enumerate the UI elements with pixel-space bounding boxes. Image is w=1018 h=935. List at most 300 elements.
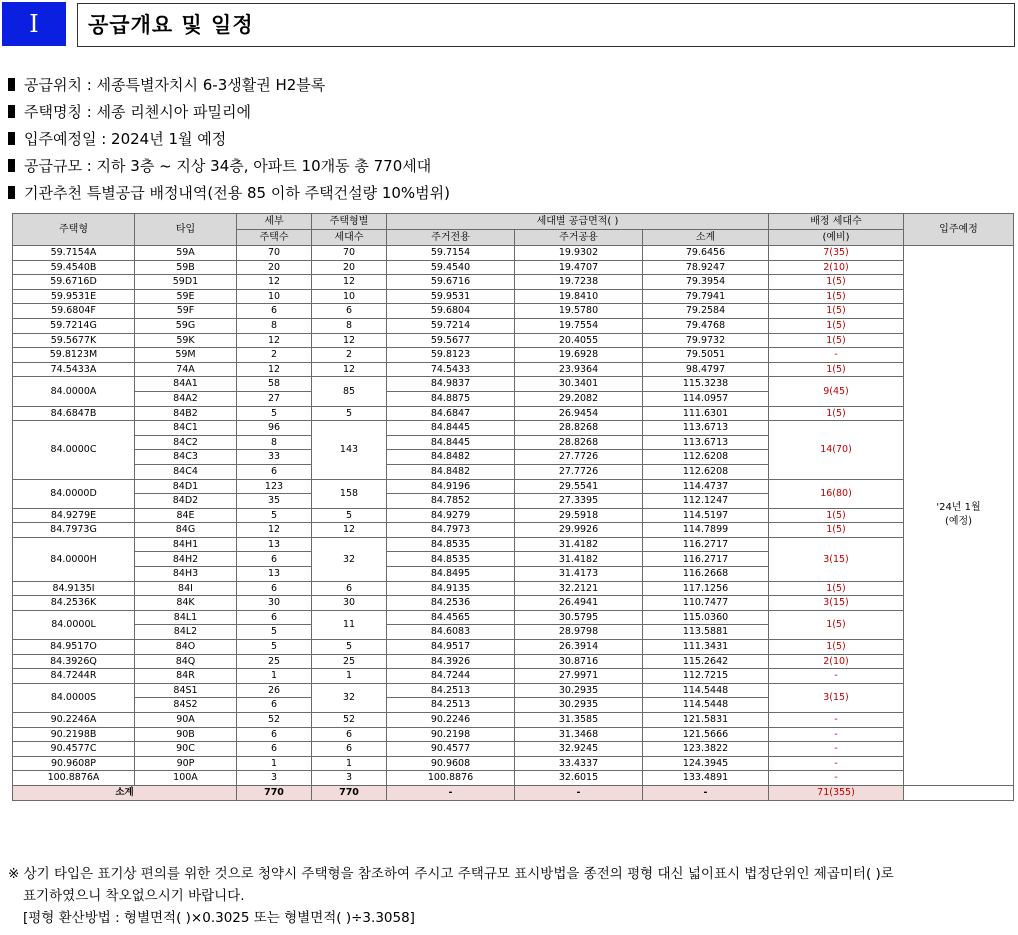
house-type-cell: 84.0000H: [13, 537, 135, 581]
table-row: [13, 479, 1014, 494]
units-type-cell: 6: [312, 727, 387, 742]
area-common-cell: 33.4337: [515, 756, 643, 771]
house-type-cell: 59.8123M: [13, 348, 135, 363]
area-exclusive-cell: 84.8482: [387, 464, 515, 479]
area-sum-cell: 124.3945: [643, 756, 769, 771]
alloc-cell: 2(10): [769, 260, 904, 275]
area-exclusive-cell: 84.2513: [387, 683, 515, 698]
area-sum-cell: 114.5197: [643, 508, 769, 523]
alloc-cell: -: [769, 742, 904, 757]
area-common-cell: 19.8410: [515, 289, 643, 304]
table-row: [13, 742, 1014, 757]
bullet-text: 공급규모 : 지하 3층 ~ 지상 34층, 아파트 10개동 총 770세대: [24, 157, 432, 175]
area-exclusive-cell: 84.8535: [387, 552, 515, 567]
area-common-cell: 31.4182: [515, 537, 643, 552]
units-type-cell: 158: [312, 479, 387, 508]
bullet-text: 입주예정일 : 2024년 1월 예정: [24, 130, 227, 148]
units-type-cell: 5: [312, 508, 387, 523]
area-sum-cell: 113.6713: [643, 421, 769, 436]
type-cell: 84A1: [135, 377, 237, 392]
house-type-cell: 59.6716D: [13, 275, 135, 290]
type-cell: 90C: [135, 742, 237, 757]
type-cell: 84Q: [135, 654, 237, 669]
table-row: [13, 727, 1014, 742]
house-type-cell: 59.7154A: [13, 246, 135, 261]
area-sum-cell: 79.6456: [643, 246, 769, 261]
alloc-cell: 9(45): [769, 377, 904, 406]
units-type-cell: 70: [312, 246, 387, 261]
type-cell: 84H3: [135, 567, 237, 582]
area-common-cell: 32.2121: [515, 581, 643, 596]
area-common-cell: 26.4941: [515, 596, 643, 611]
type-cell: 84S2: [135, 698, 237, 713]
area-common-cell: 23.9364: [515, 362, 643, 377]
units-cell: 13: [237, 567, 312, 582]
total-sum-cell: -: [643, 785, 769, 800]
units-cell: 6: [237, 727, 312, 742]
units-cell: 12: [237, 275, 312, 290]
area-exclusive-cell: 84.7852: [387, 494, 515, 509]
table-row: [13, 596, 1014, 611]
area-exclusive-cell: 90.2198: [387, 727, 515, 742]
alloc-cell: 1(5): [769, 610, 904, 639]
area-exclusive-cell: 84.6847: [387, 406, 515, 421]
area-sum-cell: 115.2642: [643, 654, 769, 669]
units-cell: 8: [237, 435, 312, 450]
header-area-group: 세대별 공급면적( ): [387, 214, 769, 230]
units-type-cell: 32: [312, 683, 387, 712]
type-cell: 74A: [135, 362, 237, 377]
alloc-cell: -: [769, 669, 904, 684]
type-cell: 84L1: [135, 610, 237, 625]
units-cell: 3: [237, 771, 312, 786]
units-type-cell: 52: [312, 713, 387, 728]
alloc-cell: 3(15): [769, 537, 904, 581]
header-units-sub-1: 세부: [237, 214, 312, 230]
table-row: [13, 640, 1014, 655]
area-sum-cell: 112.1247: [643, 494, 769, 509]
house-type-cell: 59.9531E: [13, 289, 135, 304]
footnote-line-1: ※ 상기 타입은 표기상 편의를 위한 것으로 청약시 주택형을 참조하여 주시고 주택규모 표시방법을 종전의 평형 대신 넓이표시 법정단위인 제곱미터( )로: [8, 866, 894, 882]
area-common-cell: 20.4055: [515, 333, 643, 348]
area-sum-cell: 114.4737: [643, 479, 769, 494]
list-item: [8, 155, 1008, 182]
area-sum-cell: 116.2717: [643, 537, 769, 552]
units-cell: 5: [237, 640, 312, 655]
house-type-cell: 84.9517O: [13, 640, 135, 655]
area-sum-cell: 116.2717: [643, 552, 769, 567]
alloc-cell: 3(15): [769, 596, 904, 611]
units-type-cell: 11: [312, 610, 387, 639]
type-cell: 59E: [135, 289, 237, 304]
type-cell: 84D1: [135, 479, 237, 494]
house-type-cell: 84.0000C: [13, 421, 135, 479]
type-cell: 84I: [135, 581, 237, 596]
area-exclusive-cell: 84.8495: [387, 567, 515, 582]
table-body: [13, 246, 1014, 801]
header-units-type-2: 세대수: [312, 230, 387, 246]
units-type-cell: 5: [312, 640, 387, 655]
area-exclusive-cell: 59.6716: [387, 275, 515, 290]
table-row: [13, 246, 1014, 261]
units-cell: 12: [237, 362, 312, 377]
table-row: [13, 669, 1014, 684]
type-cell: 59D1: [135, 275, 237, 290]
area-exclusive-cell: 84.8445: [387, 435, 515, 450]
alloc-cell: -: [769, 727, 904, 742]
total-row: [13, 785, 1014, 800]
area-sum-cell: 115.0360: [643, 610, 769, 625]
header-units-type-1: 주택형별: [312, 214, 387, 230]
house-type-cell: 84.0000S: [13, 683, 135, 712]
units-cell: 6: [237, 581, 312, 596]
units-type-cell: 12: [312, 523, 387, 538]
area-exclusive-cell: 59.6804: [387, 304, 515, 319]
units-type-cell: 12: [312, 275, 387, 290]
type-cell: 84L2: [135, 625, 237, 640]
area-sum-cell: 112.6208: [643, 464, 769, 479]
table-row: [13, 683, 1014, 698]
type-cell: 84R: [135, 669, 237, 684]
alloc-cell: -: [769, 713, 904, 728]
table-row: [13, 523, 1014, 538]
area-sum-cell: 79.9732: [643, 333, 769, 348]
area-sum-cell: 116.2668: [643, 567, 769, 582]
area-common-cell: 26.9454: [515, 406, 643, 421]
type-cell: 84C1: [135, 421, 237, 436]
area-common-cell: 27.7726: [515, 464, 643, 479]
total-move-in-cell: [904, 785, 1014, 800]
alloc-cell: 1(5): [769, 289, 904, 304]
units-cell: 12: [237, 523, 312, 538]
area-common-cell: 31.3468: [515, 727, 643, 742]
house-type-cell: 90.2198B: [13, 727, 135, 742]
house-type-cell: 90.2246A: [13, 713, 135, 728]
bullet-square-icon: [8, 159, 15, 172]
type-cell: 84G: [135, 523, 237, 538]
alloc-cell: 1(5): [769, 581, 904, 596]
area-sum-cell: 111.6301: [643, 406, 769, 421]
type-cell: 90A: [135, 713, 237, 728]
area-sum-cell: 113.6713: [643, 435, 769, 450]
house-type-cell: 59.6804F: [13, 304, 135, 319]
table-row: [13, 756, 1014, 771]
area-sum-cell: 123.3822: [643, 742, 769, 757]
area-sum-cell: 110.7477: [643, 596, 769, 611]
area-common-cell: 27.3395: [515, 494, 643, 509]
house-type-cell: 84.0000A: [13, 377, 135, 406]
area-exclusive-cell: 84.9135: [387, 581, 515, 596]
units-cell: 33: [237, 450, 312, 465]
alloc-cell: 2(10): [769, 654, 904, 669]
area-exclusive-cell: 84.8482: [387, 450, 515, 465]
type-cell: 84C4: [135, 464, 237, 479]
area-common-cell: 19.9302: [515, 246, 643, 261]
alloc-cell: 16(80): [769, 479, 904, 508]
area-exclusive-cell: 59.7214: [387, 318, 515, 333]
units-type-cell: 85: [312, 377, 387, 406]
area-common-cell: 19.6928: [515, 348, 643, 363]
area-sum-cell: 112.6208: [643, 450, 769, 465]
alloc-cell: 1(5): [769, 406, 904, 421]
area-exclusive-cell: 84.8535: [387, 537, 515, 552]
units-cell: 96: [237, 421, 312, 436]
area-common-cell: 29.5541: [515, 479, 643, 494]
move-in-note: '24년 1월 (예정): [904, 246, 1014, 786]
area-exclusive-cell: 84.8875: [387, 391, 515, 406]
total-common-cell: -: [515, 785, 643, 800]
total-label-cell: 소계: [13, 785, 237, 800]
footnote: [8, 863, 1013, 929]
type-cell: 84S1: [135, 683, 237, 698]
area-exclusive-cell: 59.9531: [387, 289, 515, 304]
area-exclusive-cell: 59.4540: [387, 260, 515, 275]
type-cell: 84O: [135, 640, 237, 655]
table-row: [13, 771, 1014, 786]
area-sum-cell: 114.5448: [643, 698, 769, 713]
units-cell: 6: [237, 464, 312, 479]
units-cell: 1: [237, 669, 312, 684]
alloc-cell: 14(70): [769, 421, 904, 479]
header-alloc-2: (예비): [769, 230, 904, 246]
area-sum-cell: 111.3431: [643, 640, 769, 655]
type-cell: 84A2: [135, 391, 237, 406]
type-cell: 59F: [135, 304, 237, 319]
area-sum-cell: 78.9247: [643, 260, 769, 275]
overview-list: [8, 74, 1008, 209]
type-cell: 59G: [135, 318, 237, 333]
list-item: [8, 128, 1008, 155]
allocation-table: [12, 213, 1014, 801]
area-common-cell: 29.9926: [515, 523, 643, 538]
area-common-cell: 31.4173: [515, 567, 643, 582]
units-type-cell: 1: [312, 756, 387, 771]
house-type-cell: 59.7214G: [13, 318, 135, 333]
header-type: 타입: [135, 214, 237, 246]
alloc-cell: -: [769, 348, 904, 363]
units-type-cell: 6: [312, 304, 387, 319]
type-cell: 100A: [135, 771, 237, 786]
area-sum-cell: 114.0957: [643, 391, 769, 406]
area-common-cell: 28.9798: [515, 625, 643, 640]
units-cell: 12: [237, 333, 312, 348]
area-exclusive-cell: 59.5677: [387, 333, 515, 348]
house-type-cell: 84.7244R: [13, 669, 135, 684]
units-type-cell: 32: [312, 537, 387, 581]
type-cell: 84K: [135, 596, 237, 611]
area-exclusive-cell: 84.7973: [387, 523, 515, 538]
table-row: [13, 581, 1014, 596]
section-header: [0, 0, 1018, 52]
list-item: [8, 74, 1008, 101]
units-cell: 6: [237, 742, 312, 757]
footnote-line-2: 표기하였으니 착오없으시기 바랍니다.: [23, 888, 245, 904]
header-move-in: 입주예정: [904, 214, 1014, 246]
alloc-cell: 1(5): [769, 304, 904, 319]
house-type-cell: 100.8876A: [13, 771, 135, 786]
house-type-cell: 84.3926Q: [13, 654, 135, 669]
units-cell: 58: [237, 377, 312, 392]
area-exclusive-cell: 74.5433: [387, 362, 515, 377]
bullet-text: 주택명칭 : 세종 리첸시아 파밀리에: [24, 103, 251, 121]
area-exclusive-cell: 84.2536: [387, 596, 515, 611]
header-area-exclusive: 주거전용: [387, 230, 515, 246]
units-cell: 10: [237, 289, 312, 304]
units-type-cell: 20: [312, 260, 387, 275]
table-row: [13, 318, 1014, 333]
alloc-cell: -: [769, 771, 904, 786]
area-exclusive-cell: 84.3926: [387, 654, 515, 669]
area-sum-cell: 115.3238: [643, 377, 769, 392]
bullet-square-icon: [8, 132, 15, 145]
alloc-cell: 1(5): [769, 640, 904, 655]
section-number-badge: I: [2, 2, 66, 46]
units-type-cell: 25: [312, 654, 387, 669]
header-area-common: 주거공용: [515, 230, 643, 246]
units-cell: 6: [237, 552, 312, 567]
bullet-text: 공급위치 : 세종특별자치시 6-3생활권 H2블록: [24, 76, 326, 94]
area-common-cell: 30.5795: [515, 610, 643, 625]
total-alloc-cell: 71(355): [769, 785, 904, 800]
units-cell: 1: [237, 756, 312, 771]
area-exclusive-cell: 84.9517: [387, 640, 515, 655]
bullet-text: 기관추천 특별공급 배정내역(전용 85 이하 주택건설량 10%범위): [24, 184, 451, 202]
table-row: [13, 654, 1014, 669]
units-type-cell: 30: [312, 596, 387, 611]
units-cell: 2: [237, 348, 312, 363]
alloc-cell: 1(5): [769, 508, 904, 523]
units-cell: 5: [237, 508, 312, 523]
units-cell: 13: [237, 537, 312, 552]
house-type-cell: 59.5677K: [13, 333, 135, 348]
house-type-cell: 84.9279E: [13, 508, 135, 523]
area-sum-cell: 114.7899: [643, 523, 769, 538]
table-row: [13, 275, 1014, 290]
table-row: [13, 348, 1014, 363]
type-cell: 84B2: [135, 406, 237, 421]
type-cell: 84D2: [135, 494, 237, 509]
units-cell: 123: [237, 479, 312, 494]
area-common-cell: 27.7726: [515, 450, 643, 465]
area-common-cell: 19.7238: [515, 275, 643, 290]
table-row: [13, 377, 1014, 392]
type-cell: 84C2: [135, 435, 237, 450]
house-type-cell: 84.7973G: [13, 523, 135, 538]
table-row: [13, 713, 1014, 728]
area-exclusive-cell: 100.8876: [387, 771, 515, 786]
house-type-cell: 59.4540B: [13, 260, 135, 275]
type-cell: 90P: [135, 756, 237, 771]
units-type-cell: 10: [312, 289, 387, 304]
area-common-cell: 30.3401: [515, 377, 643, 392]
section-title: 공급개요 및 일정: [77, 3, 1015, 47]
type-cell: 84C3: [135, 450, 237, 465]
table-row: [13, 260, 1014, 275]
allocation-table-wrapper: [12, 213, 1014, 801]
bullet-square-icon: [8, 105, 15, 118]
area-sum-cell: 79.2584: [643, 304, 769, 319]
list-item: [8, 182, 1008, 209]
area-common-cell: 28.8268: [515, 421, 643, 436]
type-cell: 59M: [135, 348, 237, 363]
area-exclusive-cell: 90.9608: [387, 756, 515, 771]
units-type-cell: 6: [312, 742, 387, 757]
alloc-cell: -: [769, 756, 904, 771]
house-type-cell: 84.2536K: [13, 596, 135, 611]
bullet-square-icon: [8, 78, 15, 91]
table-row: [13, 304, 1014, 319]
area-exclusive-cell: 90.2246: [387, 713, 515, 728]
area-sum-cell: 79.7941: [643, 289, 769, 304]
area-sum-cell: 79.3954: [643, 275, 769, 290]
bullet-square-icon: [8, 186, 15, 199]
units-type-cell: 12: [312, 333, 387, 348]
area-common-cell: 30.8716: [515, 654, 643, 669]
table-row: [13, 421, 1014, 436]
footnote-line-3: [평형 환산방법 : 형별면적( )×0.3025 또는 형별면적( )÷3.3058]: [23, 910, 415, 926]
type-cell: 59B: [135, 260, 237, 275]
area-exclusive-cell: 90.4577: [387, 742, 515, 757]
header-alloc-1: 배정 세대수: [769, 214, 904, 230]
units-type-cell: 143: [312, 421, 387, 479]
units-cell: 27: [237, 391, 312, 406]
table-row: [13, 289, 1014, 304]
house-type-cell: 74.5433A: [13, 362, 135, 377]
area-common-cell: 32.6015: [515, 771, 643, 786]
units-cell: 6: [237, 610, 312, 625]
area-common-cell: 26.3914: [515, 640, 643, 655]
total-units-cell: 770: [237, 785, 312, 800]
alloc-cell: 1(5): [769, 362, 904, 377]
units-type-cell: 2: [312, 348, 387, 363]
area-common-cell: 32.9245: [515, 742, 643, 757]
area-common-cell: 29.5918: [515, 508, 643, 523]
area-exclusive-cell: 84.9196: [387, 479, 515, 494]
units-type-cell: 8: [312, 318, 387, 333]
type-cell: 84H2: [135, 552, 237, 567]
area-common-cell: 31.4182: [515, 552, 643, 567]
type-cell: 90B: [135, 727, 237, 742]
units-cell: 8: [237, 318, 312, 333]
area-common-cell: 27.9971: [515, 669, 643, 684]
area-exclusive-cell: 84.6083: [387, 625, 515, 640]
area-sum-cell: 133.4891: [643, 771, 769, 786]
area-common-cell: 19.7554: [515, 318, 643, 333]
units-cell: 30: [237, 596, 312, 611]
alloc-cell: 1(5): [769, 523, 904, 538]
header-units-sub-2: 주택수: [237, 230, 312, 246]
units-cell: 5: [237, 625, 312, 640]
table-row: [13, 537, 1014, 552]
area-exclusive-cell: 59.8123: [387, 348, 515, 363]
alloc-cell: 1(5): [769, 318, 904, 333]
total-excl-cell: -: [387, 785, 515, 800]
table-row: [13, 406, 1014, 421]
alloc-cell: 7(35): [769, 246, 904, 261]
units-cell: 5: [237, 406, 312, 421]
area-common-cell: 28.8268: [515, 435, 643, 450]
type-cell: 59K: [135, 333, 237, 348]
alloc-cell: 1(5): [769, 333, 904, 348]
units-type-cell: 1: [312, 669, 387, 684]
type-cell: 84E: [135, 508, 237, 523]
header-house-type: 주택형: [13, 214, 135, 246]
header-area-sum: 소계: [643, 230, 769, 246]
units-type-cell: 5: [312, 406, 387, 421]
units-cell: 70: [237, 246, 312, 261]
area-sum-cell: 79.4768: [643, 318, 769, 333]
area-exclusive-cell: 59.7154: [387, 246, 515, 261]
